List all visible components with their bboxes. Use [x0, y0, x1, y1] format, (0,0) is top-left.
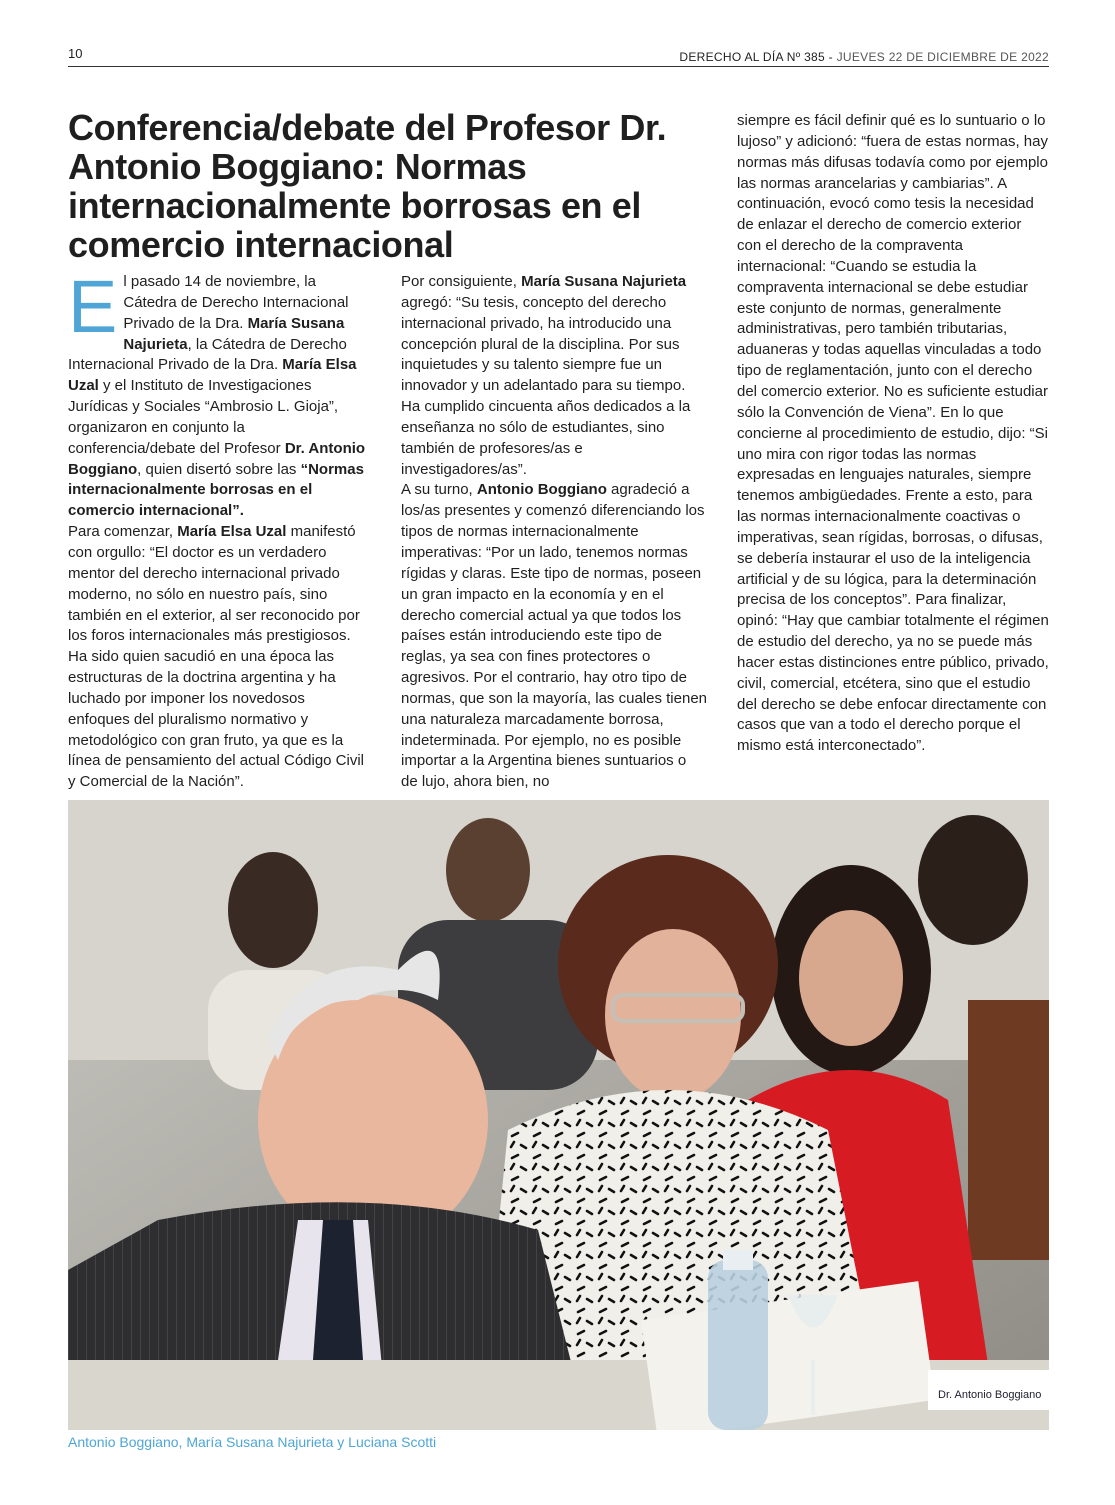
article-column-2: [401, 272, 707, 793]
bold-name: Dr. Antonio Boggiano: [68, 439, 366, 478]
header-separator: -: [825, 50, 837, 64]
bold-name: María Susana Najurieta: [123, 314, 345, 353]
bg-person-left: [228, 852, 318, 968]
running-head: [679, 50, 1049, 64]
text-run: manifestó con orgullo: “El doctor es un verdadero mentor del derecho internacional privado moderno, no sólo en nuestro país, sino también en el exterior, al ser reconocido por los foros internacionales más prestigiosos. Ha sido quien sacudió en una época las estructuras de la doctrina argentina y ha luchado por imponer los novedosos enfoques del pluralismo normativo y metodológico con gran fruto, ya que es la línea de pensamiento del actual Código Civil y Comercial de la Nación”.: [68, 523, 365, 791]
paragraph: siempre es fácil definir qué es lo suntuario o lo lujoso” y adicionó: “fuera de estas normas, hay normas más difusas todavía como por ejemplo las normas arancelarias y cambiarias”. A continuación, evocó como tesis la necesidad de enlazar el derecho de comercio exterior con el derecho de la compraventa internacional: “Cuando se estudia la compraventa internacional se debe estudiar este conjunto de normas, generalmente administrativas, pero también tributarias, aduaneras y todas aquellas vinculadas a todo tipo de reglamentación, junto con el derecho del comercio exterior. No es suficiente estudiar sólo la Convención de Viena”. En lo que concierne al procedimiento de estudio, dijo: “Si uno mira con rigor todas las normas expresadas en lenguajes naturales, siempre tenemos ambigüedades. Frente a esto, para las normas internacionalmente coactivas o imperativas, sean rígidas, borrosas, o difusas, se debería instaurar el uso de la inteligencia artificial y de su lógica, para la determinación precisa de los conceptos”. Para finalizar, opinó: “Hay que cambiar totalmente el régimen de estudio del derecho, ya no se puede más hacer estas distinciones entre público, privado, civil, comercial, etcétera, sino que el estudio del derecho se debe enfocar directamente con casos que van a todo el derecho porque el mismo está interconectado”.: [737, 112, 1049, 755]
bold-name: María Susana Najurieta: [521, 273, 687, 290]
text-run: Para comenzar,: [68, 523, 178, 541]
bold-name: María Elsa Uzal: [177, 523, 287, 541]
text-run: agregó: “Su tesis, concepto del derecho internacional privado, ha introducido una concepción plural de la disciplina. Por sus inquietudes y su talento siempre fue un innovador y un adelantado para su tiempo. Ha cumplido cincuenta años dedicados a la enseñanza no sólo de estudiantes, sino también de profesores/as e investigadores/as”.: [401, 293, 691, 478]
bold-talk-title: “Normas internacionalmente borrosas en el comercio internacional”.: [68, 460, 364, 520]
paragraph: [401, 480, 707, 793]
nameplate-text: Dr. Antonio Boggiano: [938, 1389, 1042, 1401]
article-column-1: [68, 265, 366, 793]
article-title: Conferencia/debate del Profesor Dr. Antonio Boggiano: Normas internacionalmente borrosas en el comercio internacional: [68, 107, 667, 265]
photo-caption: Antonio Boggiano, María Susana Najurieta y Luciana Scotti: [68, 1434, 437, 1450]
bg-person-right: [918, 815, 1028, 945]
text-run: l pasado 14 de noviembre, la Cátedra de Derecho Internacional Privado de la Dra.: [123, 273, 349, 332]
event-photo: [68, 800, 1049, 1430]
chair-right: [968, 1000, 1049, 1260]
center-woman-face: [605, 929, 741, 1101]
text-run: agradeció a los/as presentes y comenzó diferenciando los tipos de normas internacionalmente imperativas: “Por un lado, tenemos normas rígidas y claras. Este tipo de normas, poseen un gran impacto en la economía y en el derecho comercial actual ya que todos los países están introduciendo este tipo de reglas, ya sea con fines protectores o agresivos. Por el contrario, hay otro tipo de normas, que son la mayoría, las cuales tienen una naturaleza marcadamente borrosa, indeterminada. Por ejemplo, no es posible importar a la Argentina bienes suntuarios o de lujo, ahora bien, no: [401, 481, 707, 791]
text-run: Por consiguiente,: [401, 273, 522, 290]
right-woman-face: [799, 910, 903, 1046]
page-number: 10: [68, 46, 83, 61]
text-run: A su turno,: [401, 481, 477, 499]
publication-name: DERECHO AL DÍA Nº 385: [679, 50, 825, 64]
issue-date: JUEVES 22 DE DICIEMBRE DE 2022: [836, 50, 1049, 64]
paragraph: [68, 265, 366, 522]
bg-person-center: [446, 818, 530, 922]
bold-name: María Elsa Uzal: [68, 356, 357, 395]
drop-cap: E: [68, 265, 118, 348]
bottle-cap: [723, 1250, 753, 1270]
paragraph: [401, 272, 707, 480]
water-bottle: [708, 1260, 768, 1430]
paragraph: [68, 522, 366, 793]
conference-photo-illustration: [68, 800, 1049, 1430]
bold-name: Antonio Boggiano: [476, 481, 607, 499]
text-run: y el Instituto de Investigaciones Jurídicas y Sociales “Ambrosio L. Gioja”, organizaron en conjunto la conferencia/debate del Profesor: [68, 377, 339, 457]
header-rule: [68, 66, 1049, 67]
text-run: , la Cátedra de Derecho Internacional Privado de la Dra.: [68, 335, 347, 374]
text-run: , quien disertó sobre las: [137, 460, 301, 478]
article-column-3: [737, 111, 1049, 757]
